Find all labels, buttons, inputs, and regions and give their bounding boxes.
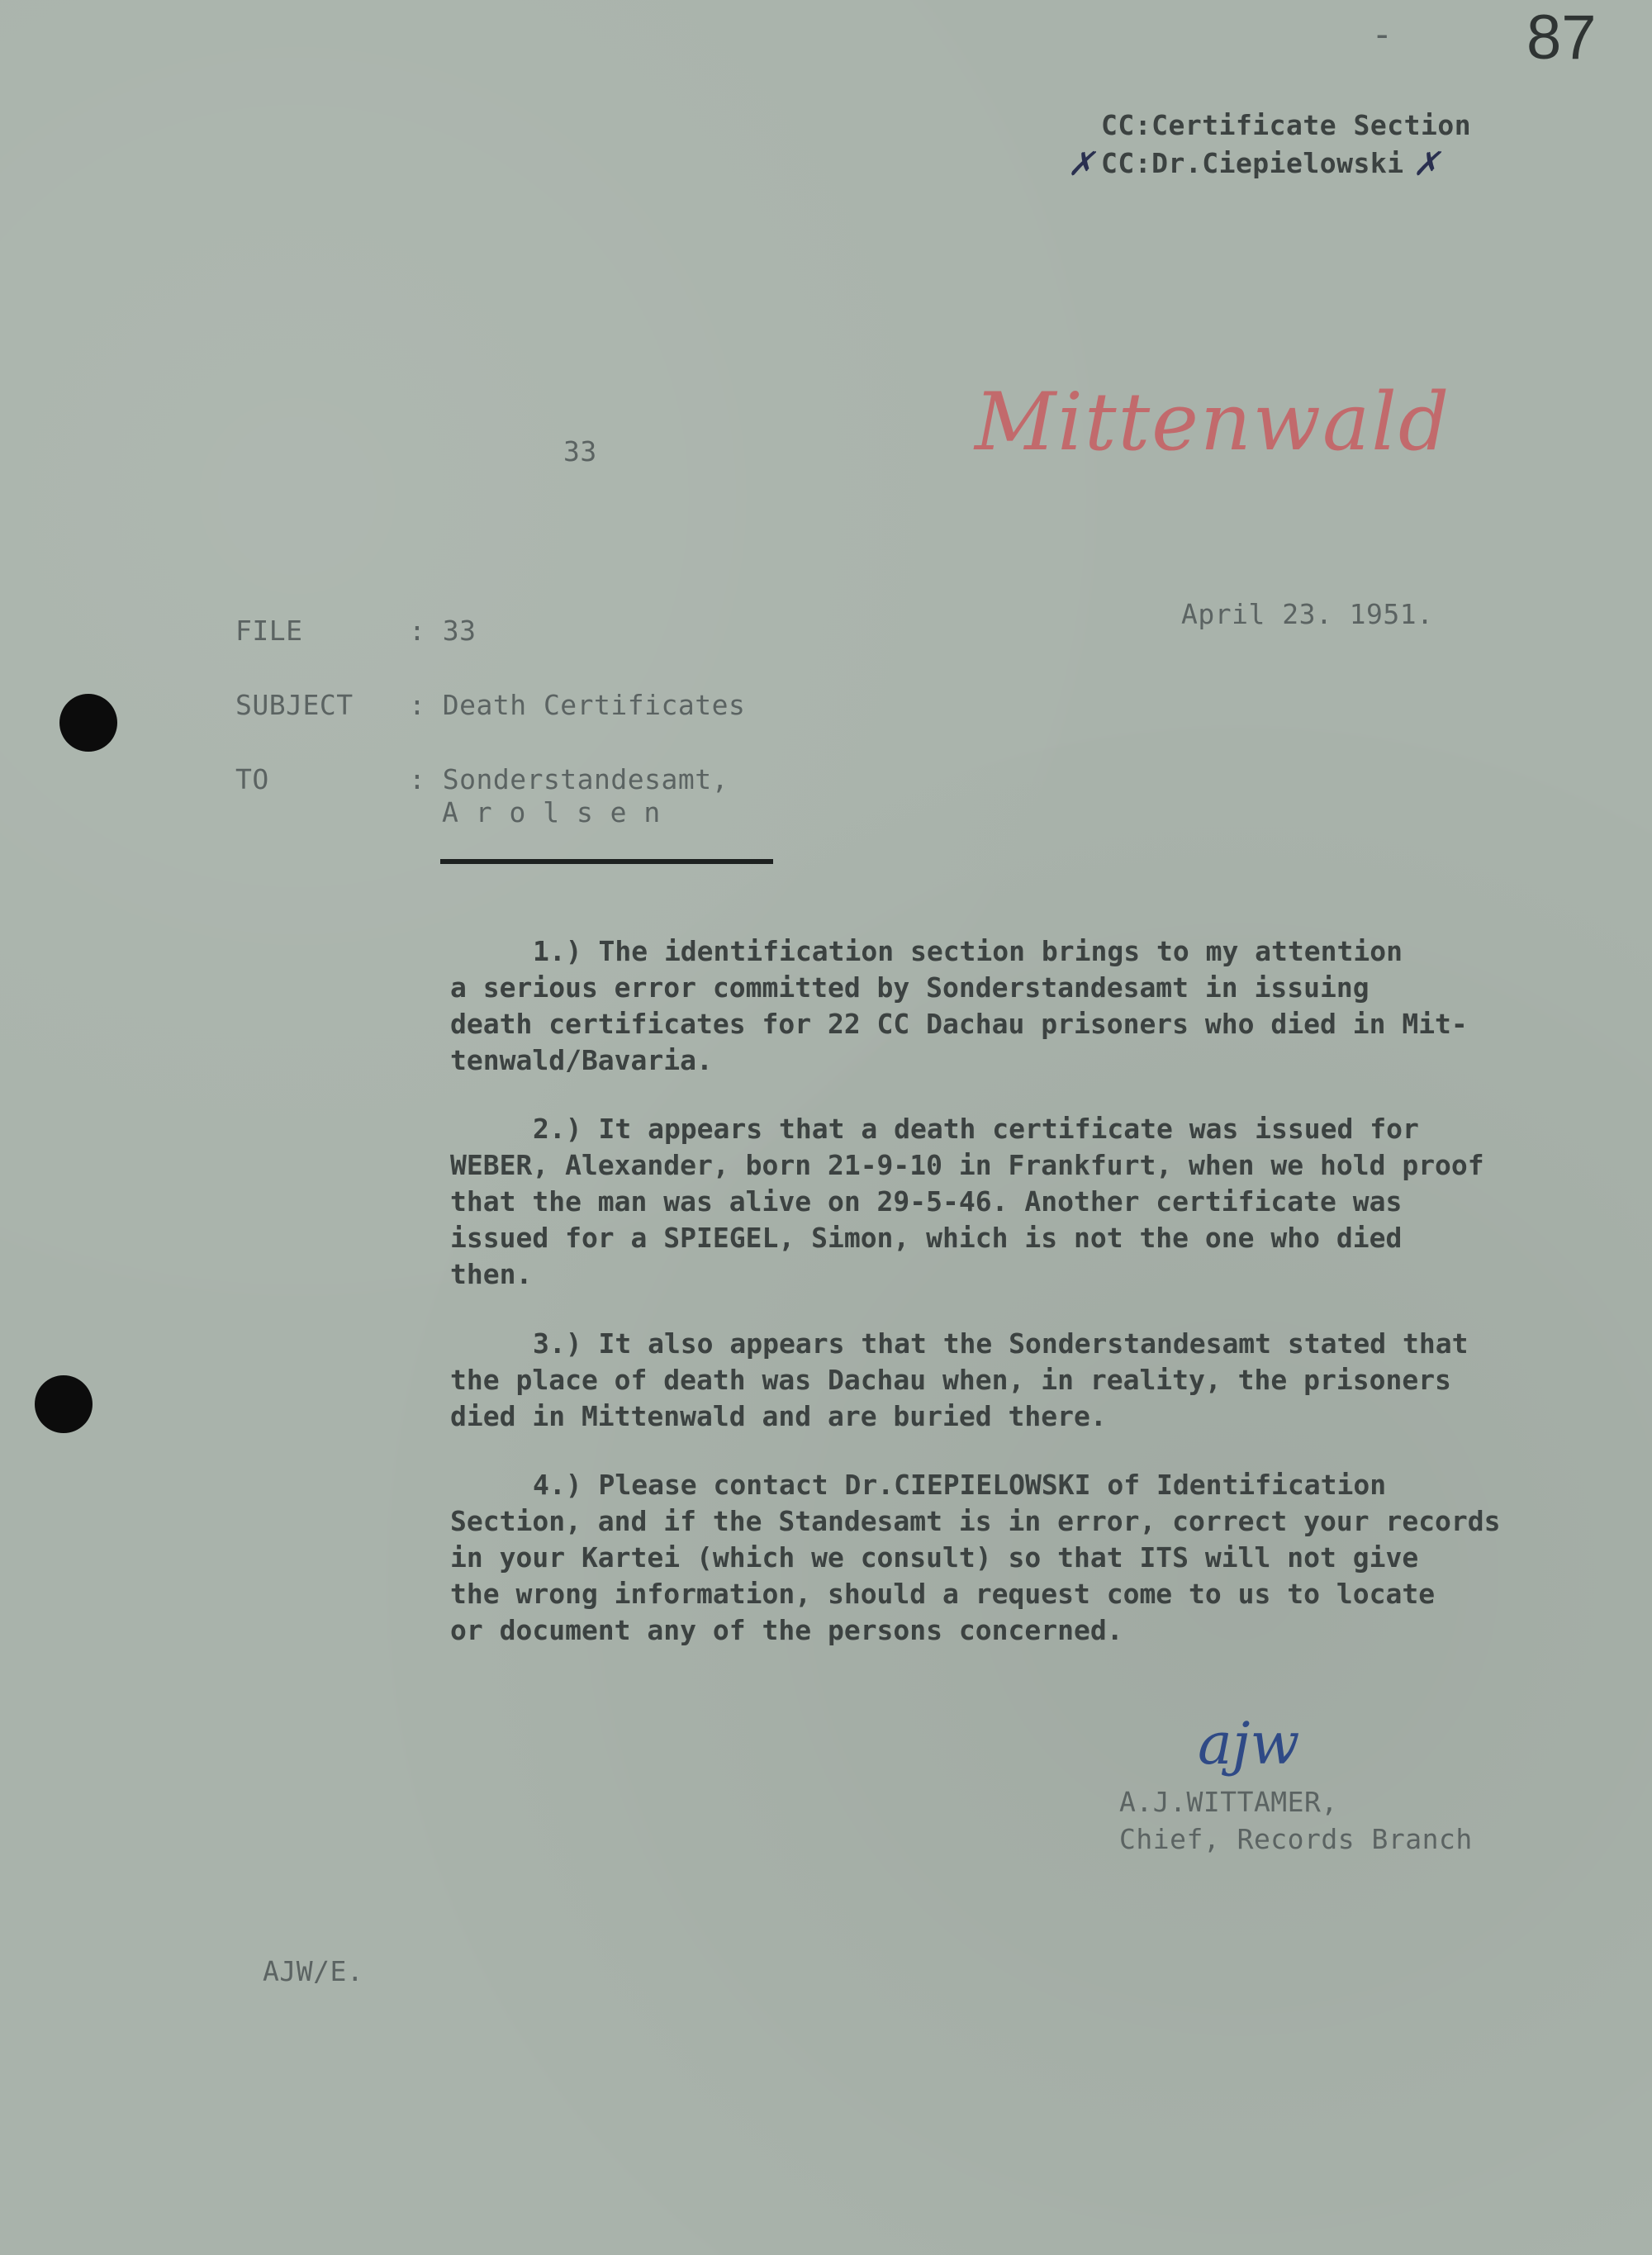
- paragraph-4-line: the wrong information, should a request come to us to locate: [450, 1578, 1436, 1610]
- paragraph-4: [450, 1467, 1582, 1649]
- paragraph-2-line: that the man was alive on 29-5-46. Another certificate was: [450, 1185, 1403, 1218]
- header-underline: [440, 859, 773, 864]
- punch-hole-top: [59, 694, 117, 752]
- paragraph-2-line: WEBER, Alexander, born 21-9-10 in Frankfurt, when we hold proof: [450, 1149, 1484, 1181]
- cc-line-1: CC:Certificate Section: [1101, 109, 1472, 141]
- handwritten-note: Mittenwald: [975, 376, 1451, 468]
- paragraph-2: [450, 1111, 1582, 1293]
- file-number-top: 33: [563, 435, 597, 468]
- to-value-line-2: A r o l s e n: [442, 796, 661, 828]
- paragraph-1-line: tenwald/Bavaria.: [450, 1044, 713, 1076]
- paragraph-3-line: the place of death was Dachau when, in reality, the prisoners: [450, 1364, 1451, 1396]
- paragraph-1-line: a serious error committed by Sonderstandesamt in issuing: [450, 971, 1370, 1004]
- to-label: TO: [235, 763, 269, 795]
- cc-line-2: CC:Dr.Ciepielowski: [1101, 147, 1404, 179]
- reference-initials: AJW/E.: [263, 1955, 364, 1987]
- letter-date: April 23. 1951.: [1181, 598, 1434, 630]
- paragraph-4-line: 4.) Please contact Dr.CIEPIELOWSKI of Identification: [533, 1469, 1387, 1501]
- paragraph-3-line: died in Mittenwald and are buried there.: [450, 1400, 1107, 1432]
- signature-name: A.J.WITTAMER,: [1119, 1786, 1338, 1818]
- signature-initials: ajw: [1198, 1710, 1300, 1778]
- file-label: FILE: [235, 615, 303, 647]
- paragraph-1-line: 1.) The identification section brings to my attention: [533, 935, 1403, 967]
- subject-value: : Death Certificates: [409, 689, 746, 721]
- cc-mark-right: ✗: [1412, 145, 1441, 183]
- punch-hole-bottom: [35, 1375, 93, 1433]
- file-value: : 33: [409, 615, 477, 647]
- paragraph-2-line: 2.) It appears that a death certificate was issued for: [533, 1113, 1419, 1145]
- signature-title: Chief, Records Branch: [1119, 1823, 1473, 1855]
- cc-mark-left: ✗: [1067, 145, 1095, 183]
- subject-label: SUBJECT: [235, 689, 354, 721]
- paragraph-3-line: 3.) It also appears that the Sonderstandesamt stated that: [533, 1327, 1469, 1360]
- paragraph-4-line: Section, and if the Standesamt is in error, correct your records: [450, 1505, 1501, 1537]
- page-number: 87: [1526, 2, 1597, 73]
- to-value-line-1: : Sonderstandesamt,: [409, 763, 729, 795]
- paragraph-2-line: then.: [450, 1258, 533, 1290]
- paragraph-1-line: death certificates for 22 CC Dachau prisoners who died in Mit-: [450, 1008, 1468, 1040]
- page-number-prefix: -: [1371, 13, 1393, 55]
- paragraph-2-line: issued for a SPIEGEL, Simon, which is not the one who died: [450, 1222, 1403, 1254]
- paragraph-4-line: in your Kartei (which we consult) so that ITS will not give: [450, 1541, 1419, 1574]
- paragraph-1: [450, 933, 1582, 1079]
- paragraph-4-line: or document any of the persons concerned.: [450, 1614, 1123, 1646]
- paragraph-3: [450, 1326, 1582, 1435]
